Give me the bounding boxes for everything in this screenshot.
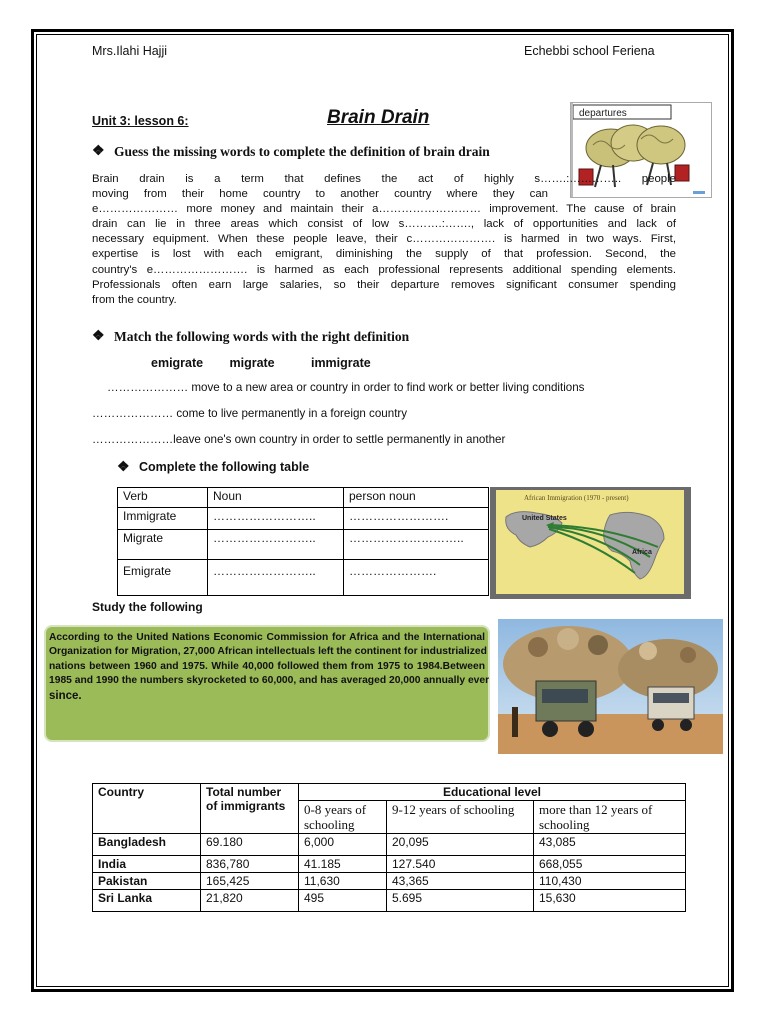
header-verb: Verb	[118, 488, 208, 508]
section2-instruction: ❖ Match the following words with the right definition	[92, 328, 410, 344]
study-line: since.	[49, 689, 82, 702]
definition-paragraph	[92, 172, 676, 308]
table-row	[93, 873, 686, 890]
header-edu-0-8: 0-8 years of schooling	[299, 801, 387, 834]
unit-label: Unit 3: lesson 6:	[92, 114, 189, 128]
teacher-name: Mrs.Ilahi Hajji	[92, 44, 168, 58]
definition-1: ………………… move to a new area or country in order to find work or better living conditions	[107, 381, 585, 394]
noun-blank[interactable]: ……………………..	[208, 508, 344, 530]
country-cell: India	[93, 856, 201, 873]
paragraph-line: country's e……………………. is harmed as each professional represents additional spending elements.	[92, 263, 676, 276]
edu-12plus-cell: 668,055	[534, 856, 686, 873]
map-title: African Immigration (1970 - present)	[524, 494, 629, 502]
edu-0-8-cell: 495	[299, 890, 387, 912]
person-noun-blank[interactable]: ………………………..	[344, 530, 489, 560]
study-line: Organization for Migration, 27,000 African intellectuals left the continent for industrialized	[49, 646, 487, 658]
study-label: Study the following	[92, 600, 203, 614]
immigrants-table	[92, 783, 686, 912]
verb-cell: Immigrate	[118, 508, 208, 530]
header-edu-12plus: more than 12 years of schooling	[534, 801, 686, 834]
edu-9-12-cell: 20,095	[387, 834, 534, 856]
paragraph-line: Professionals often earn large salaries, so their departure removes significant consumer spending	[92, 278, 676, 291]
study-text-box	[44, 625, 490, 742]
edu-12plus-cell: 110,430	[534, 873, 686, 890]
header-educational-level: Educational level	[299, 784, 686, 801]
country-cell: Pakistan	[93, 873, 201, 890]
table-row	[93, 890, 686, 912]
edu-0-8-cell: 11,630	[299, 873, 387, 890]
country-cell: Sri Lanka	[93, 890, 201, 912]
paragraph-line: Brain drain is a term that defines the act of highly s…….:………….. people	[92, 173, 676, 185]
word-immigrate: immigrate	[310, 356, 371, 370]
study-paragraph	[49, 631, 490, 703]
edu-9-12-cell: 5.695	[387, 890, 534, 912]
departures-sign: departures	[579, 108, 627, 119]
person-noun-blank[interactable]: …………………….	[344, 508, 489, 530]
total-cell: 836,780	[201, 856, 299, 873]
study-line: 1985 and 1990 the numbers skyrocketed to 60,000, and has averaged 20,000 annually ever	[49, 675, 490, 687]
verb-cell: Migrate	[118, 530, 208, 560]
header-person-noun: person noun	[344, 488, 489, 508]
diamond-bullet-icon: ❖	[92, 144, 105, 159]
paragraph-line: moving from their home country to another country where they can	[92, 188, 548, 201]
african-immigration-map	[490, 487, 691, 599]
paragraph-line: expertise is lost with each emigrant, diminishing the supply of that profession. Second, the	[92, 248, 676, 261]
study-line: nations between 1960 and 1975. While 40,000 followed them from 1975 to 1984.Between	[49, 660, 485, 672]
word-forms-table	[117, 487, 489, 596]
section1-instruction: ❖ Guess the missing words to complete the definition of brain drain	[92, 143, 490, 159]
verb-cell: Emigrate	[118, 560, 208, 596]
definition-2: ………………… come to live permanently in a foreign country	[92, 407, 408, 420]
overloaded-trucks-photo	[498, 619, 723, 754]
table-row	[118, 560, 489, 596]
header-edu-9-12: 9-12 years of schooling	[387, 801, 534, 834]
table-header-row	[93, 784, 686, 801]
edu-0-8-cell: 41.185	[299, 856, 387, 873]
section3-instruction: ❖ Complete the following table	[117, 458, 310, 474]
total-cell: 165,425	[201, 873, 299, 890]
paragraph-line: e………………… more money and maintain their a……………………… improvement. The cause of brain	[92, 203, 676, 216]
header-country: Country	[93, 784, 201, 834]
edu-0-8-cell: 6,000	[299, 834, 387, 856]
word-bank	[151, 356, 371, 370]
edu-12plus-cell: 15,630	[534, 890, 686, 912]
definition-3: …………………leave one's own country in order to settle permanently in another	[92, 433, 506, 446]
edu-12plus-cell: 43,085	[534, 834, 686, 856]
country-cell: Bangladesh	[93, 834, 201, 856]
paragraph-line: from the country.	[92, 293, 177, 306]
total-cell: 21,820	[201, 890, 299, 912]
edu-9-12-cell: 127.540	[387, 856, 534, 873]
header-noun: Noun	[208, 488, 344, 508]
school-name: Echebbi school Feriena	[524, 44, 655, 58]
table-header-row	[118, 488, 489, 508]
total-cell: 69.180	[201, 834, 299, 856]
noun-blank[interactable]: ……………………..	[208, 530, 344, 560]
table-row	[93, 856, 686, 873]
edu-9-12-cell: 43,365	[387, 873, 534, 890]
map-label-us: United States	[522, 515, 567, 522]
header-total: Total number of immigrants	[201, 784, 299, 834]
noun-blank[interactable]: ……………………..	[208, 560, 344, 596]
map-label-africa: Africa	[632, 549, 652, 556]
diamond-bullet-icon: ❖	[117, 458, 130, 474]
table-row	[118, 508, 489, 530]
paragraph-line: drain can lie in three areas which consist of low s……….:……., lack of opportunities and lack of	[92, 218, 676, 231]
table-row	[118, 530, 489, 560]
paragraph-line: necessary equipment. When these people leave, their c…………………. is harmed in two ways. First,	[92, 233, 676, 246]
diamond-bullet-icon: ❖	[92, 329, 105, 344]
table-row	[93, 834, 686, 856]
word-emigrate: emigrate	[151, 356, 204, 370]
person-noun-blank[interactable]: ………………….	[344, 560, 489, 596]
lesson-title: Brain Drain	[327, 107, 430, 128]
word-migrate: migrate	[229, 356, 275, 370]
study-line: According to the United Nations Economic Commission for Africa and the International	[49, 632, 485, 643]
